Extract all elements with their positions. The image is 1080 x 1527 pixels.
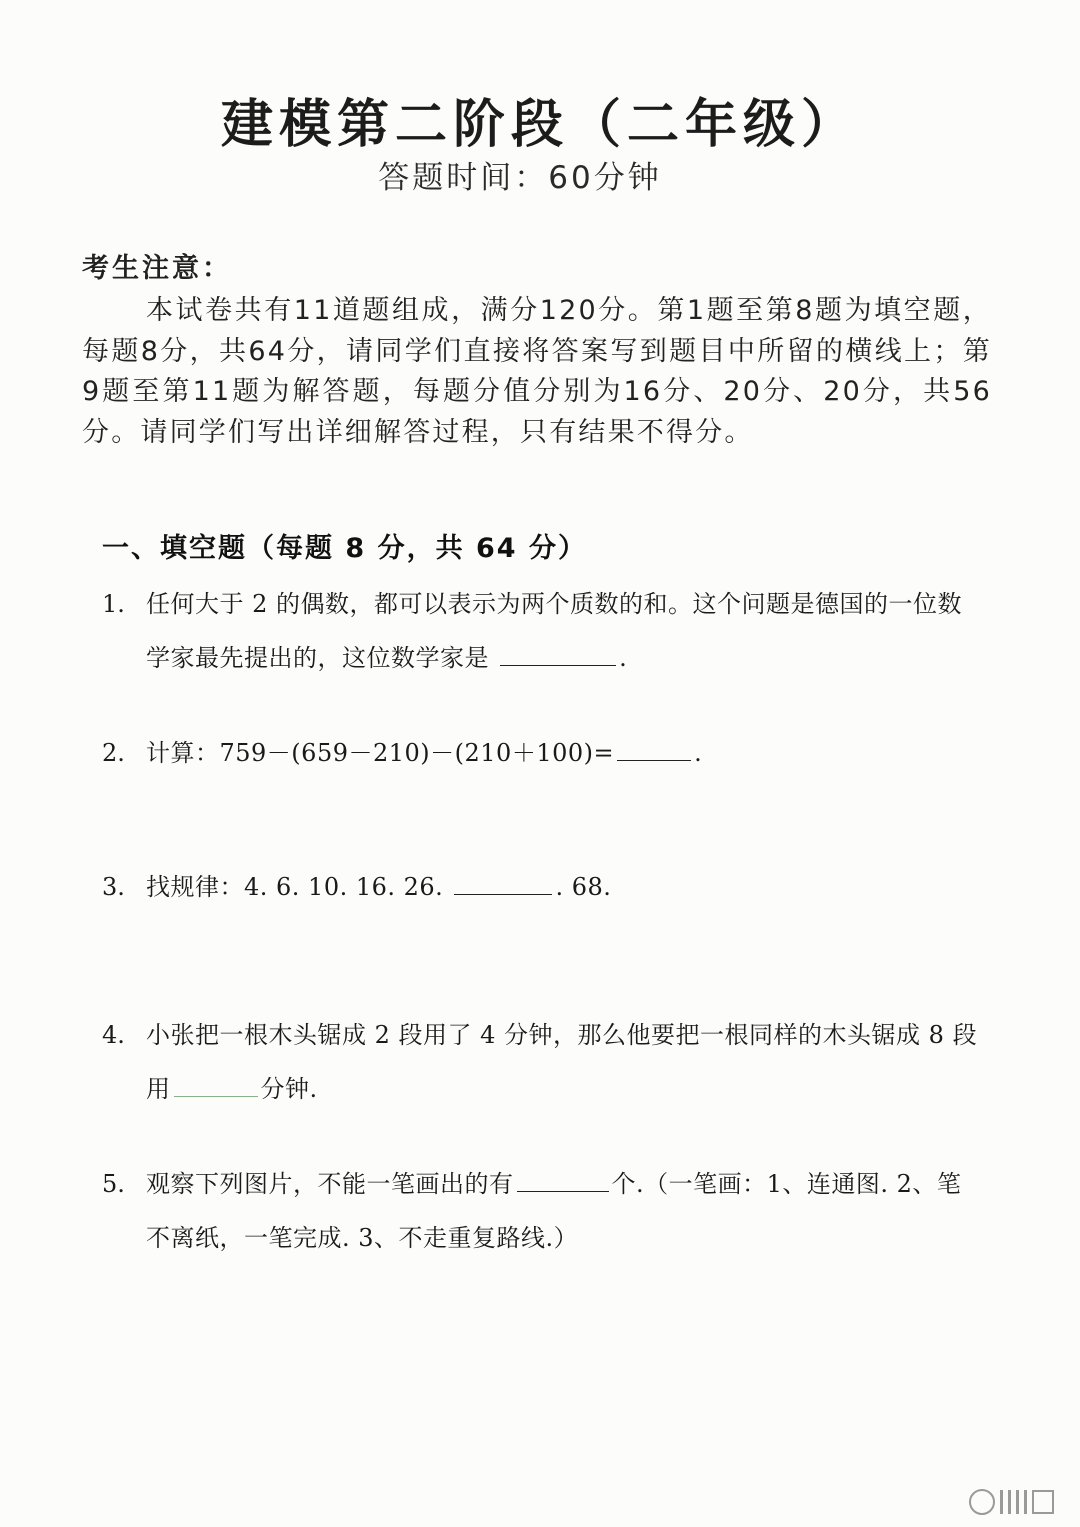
watermark-bar-icon: [1024, 1490, 1027, 1514]
answer-blank[interactable]: [174, 1072, 258, 1097]
question-1: [102, 577, 982, 685]
question-number: 2.: [102, 739, 125, 767]
watermark-circle-icon: [969, 1489, 995, 1515]
question-number: 3.: [102, 873, 125, 901]
question-text-before: 计算：759－(659－210)－(210＋100)=: [146, 739, 615, 767]
question-text-before: 任何大于 2 的偶数，都可以表示为两个质数的和。这个问题是德国的一位数学家最先提出的，这位数学家是: [146, 590, 963, 672]
exam-title: 建模第二阶段（二年级）: [220, 95, 859, 155]
answer-blank[interactable]: [517, 1167, 609, 1192]
question-text-after: 个.（一笔画：1、连通图. 2、笔不离纸，一笔完成. 3、不走重复路线.）: [146, 1170, 962, 1252]
question-text-after: .: [619, 644, 628, 672]
answer-blank[interactable]: [454, 870, 552, 895]
notice-body: 本试卷共有11道题组成，满分120分。第1题至第8题为填空题，每题8分，共64分，请同学们直接将答案写到题目中所留的横线上；第9题至第11题为解答题，每题分值分别为16分、20分、20分，共56分。请同学们写出详细解答过程，只有结果不得分。: [82, 295, 992, 448]
section-heading: 一、填空题（每题 8 分，共 64 分）: [102, 533, 587, 564]
watermark-square-icon: [1032, 1490, 1054, 1514]
question-text-after: . 68.: [555, 873, 612, 901]
question-text: [146, 1157, 982, 1265]
question-text-before: 观察下列图片，不能一笔画出的有: [146, 1170, 514, 1198]
exam-time: 答题时间：60分钟: [378, 160, 662, 196]
question-number: 1.: [102, 590, 125, 618]
question-text-after: .: [694, 739, 703, 767]
question-text: [146, 860, 982, 914]
watermark-bar-icon: [1000, 1490, 1003, 1514]
question-number: 5.: [102, 1170, 125, 1198]
question-text-before: 小张把一根木头锯成 2 段用了 4 分钟，那么他要把一根同样的木头锯成 8 段用: [146, 1021, 978, 1103]
question-text: [146, 577, 982, 685]
question-2: [102, 726, 982, 780]
question-text: [146, 1008, 982, 1116]
question-5: [102, 1157, 982, 1265]
notice-block: [82, 246, 992, 453]
question-number: 4.: [102, 1021, 125, 1049]
question-4: [102, 1008, 982, 1116]
answer-blank[interactable]: [617, 736, 691, 761]
answer-blank[interactable]: [500, 641, 616, 666]
question-3: [102, 860, 982, 914]
question-text-after: 分钟.: [260, 1075, 318, 1103]
notice-heading: 考生注意：: [82, 253, 232, 284]
question-text: [146, 726, 982, 780]
watermark-bar-icon: [1008, 1490, 1011, 1514]
watermark-bar-icon: [1016, 1490, 1019, 1514]
watermark-logo: [894, 1485, 1054, 1519]
question-text-before: 找规律：4. 6. 10. 16. 26.: [146, 873, 452, 901]
